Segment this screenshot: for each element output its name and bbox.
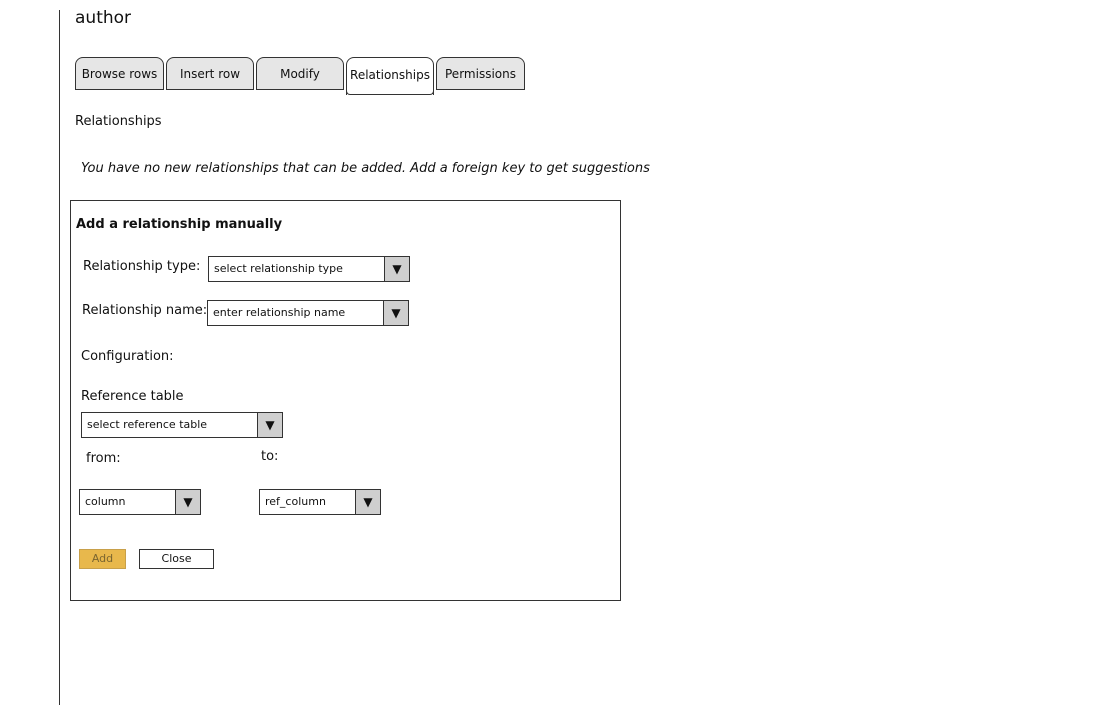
page-title: author xyxy=(75,8,132,28)
tab-relationships[interactable]: Relationships xyxy=(346,57,434,95)
tab-browse-rows[interactable]: Browse rows xyxy=(75,57,164,90)
relationship-name-input[interactable] xyxy=(207,300,409,326)
from-label: from: xyxy=(86,451,121,466)
panel-heading: Add a relationship manually xyxy=(76,217,283,232)
relationship-type-placeholder: select relationship type xyxy=(214,262,343,275)
left-border-line xyxy=(59,10,60,705)
tab-permissions[interactable]: Permissions xyxy=(436,57,525,90)
tab-insert-row[interactable]: Insert row xyxy=(166,57,254,90)
tab-modify[interactable]: Modify xyxy=(256,57,344,90)
from-column-value: column xyxy=(85,495,126,508)
no-suggestions-notice: You have no new relationships that can be added. Add a foreign key to get suggestions xyxy=(81,161,650,176)
close-button[interactable]: Close xyxy=(139,549,214,569)
add-relationship-panel xyxy=(70,200,621,601)
from-column-select[interactable] xyxy=(79,489,201,515)
relationship-name-label: Relationship name: xyxy=(82,303,208,318)
section-title: Relationships xyxy=(75,114,162,129)
relationship-type-select[interactable] xyxy=(208,256,410,282)
chevron-down-icon: ▼ xyxy=(257,413,282,437)
reference-table-label: Reference table xyxy=(81,389,184,404)
configuration-label: Configuration: xyxy=(81,349,174,364)
chevron-down-icon: ▼ xyxy=(384,257,409,281)
to-column-value: ref_column xyxy=(265,495,326,508)
chevron-down-icon: ▼ xyxy=(355,490,380,514)
to-label: to: xyxy=(261,449,279,464)
reference-table-select[interactable] xyxy=(81,412,283,438)
to-column-select[interactable] xyxy=(259,489,381,515)
chevron-down-icon: ▼ xyxy=(383,301,408,325)
reference-table-placeholder: select reference table xyxy=(87,418,208,431)
add-button[interactable]: Add xyxy=(79,549,126,569)
relationship-name-placeholder: enter relationship name xyxy=(213,306,346,319)
chevron-down-icon: ▼ xyxy=(175,490,200,514)
relationship-type-label: Relationship type: xyxy=(83,259,201,274)
